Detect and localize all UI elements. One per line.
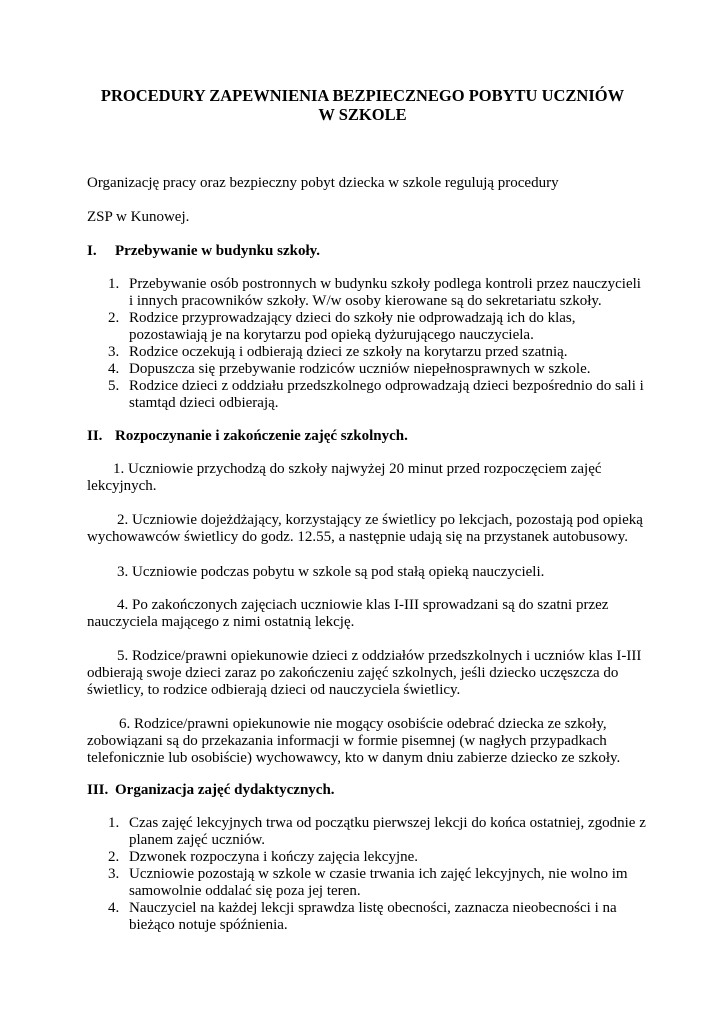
section-1-number: I.: [87, 243, 97, 259]
list-item-number: 2.: [108, 310, 120, 326]
section-2-paragraph: 6. Rodzice/prawni opiekunowie nie mogący osobiście odebrać dziecka ze szkoły, zobowiązani są do przekazania informacji w formie pisemnej (w nagłych przypadkach telefonicznie lub osobiście) wychowawcy, kto w danym dniu zabierze dziecko ze szkoły.: [87, 716, 621, 766]
title-line-1: PROCEDURY ZAPEWNIENIA BEZPIECZNEGO POBYTU UCZNIÓW: [100, 86, 625, 105]
section-2-paragraph: 5. Rodzice/prawni opiekunowie dzieci z oddziałów przedszkolnych i uczniów klas I-III odbierają swoje dzieci zaraz po zakończeniu zajęć szkolnych, jeśli dziecko uczęszcza do świetlicy, to rodzice odbierają dzieci od nauczyciela świetlicy.: [87, 648, 642, 698]
list-item-text: Rodzice oczekują i odbierają dzieci ze szkoły na korytarzu przed szatnią.: [129, 344, 568, 360]
title-line-2: W SZKOLE: [318, 105, 407, 124]
list-item-number: 1.: [108, 276, 120, 292]
section-2-paragraph: 3. Uczniowie podczas pobytu w szkole są pod stałą opieką nauczycieli.: [117, 564, 545, 580]
list-item-number: 5.: [108, 378, 120, 394]
section-1-list: [87, 276, 647, 412]
document-title: [60, 86, 665, 124]
section-2-paragraph: 2. Uczniowie dojeżdżający, korzystający ze świetlicy po lekcjach, pozostają pod opieką wychowawców świetlicy do godz. 12.55, a następnie udają się na przystanek autobusowy.: [87, 512, 643, 545]
list-item: [87, 344, 647, 361]
section-3-number: III.: [87, 782, 109, 798]
list-item: [87, 361, 647, 378]
list-item-number: 2.: [108, 849, 120, 865]
list-item: [87, 815, 647, 849]
section-3-heading: [87, 782, 667, 799]
section-2-paragraph: 1. Uczniowie przychodzą do szkoły najwyżej 20 minut przed rozpoczęciem zajęć lekcyjnych.: [87, 461, 602, 494]
list-item-text: Rodzice dzieci z oddziału przedszkolnego odprowadzają dzieci bezpośrednio do sali i stamtąd dzieci odbierają.: [129, 378, 644, 411]
intro-line-2: ZSP w Kunowej.: [87, 209, 190, 225]
list-item-number: 4.: [108, 900, 120, 916]
list-item-text: Uczniowie pozostają w szkole w czasie trwania ich zajęć lekcyjnych, nie wolno im samowolnie oddalać się poza jej teren.: [129, 866, 628, 899]
list-item: [87, 866, 647, 900]
list-item: [87, 849, 647, 866]
list-item: [87, 900, 647, 934]
section-3-list: [87, 815, 647, 934]
list-item-number: 3.: [108, 866, 120, 882]
section-3-title: Organizacja zajęć dydaktycznych.: [115, 782, 335, 798]
list-item-number: 1.: [108, 815, 120, 831]
section-2-number: II.: [87, 428, 103, 444]
section-2-heading: [87, 428, 667, 445]
section-1-heading: [87, 243, 667, 260]
section-2-paragraph: 4. Po zakończonych zajęciach uczniowie klas I-III sprowadzani są do szatni przez nauczyciela mającego z nimi ostatnią lekcję.: [87, 597, 609, 630]
list-item-text: Przebywanie osób postronnych w budynku szkoły podlega kontroli przez nauczycieli i innych pracowników szkoły. W/w osoby kierowane są do sekretariatu szkoły.: [129, 276, 641, 309]
list-item-text: Czas zajęć lekcyjnych trwa od początku pierwszej lekcji do końca ostatniej, zgodnie z planem zajęć uczniów.: [129, 815, 646, 848]
list-item-number: 3.: [108, 344, 120, 360]
list-item: [87, 378, 647, 412]
list-item-text: Dzwonek rozpoczyna i kończy zajęcia lekcyjne.: [129, 849, 419, 865]
section-2-title: Rozpoczynanie i zakończenie zajęć szkolnych.: [115, 428, 408, 444]
list-item-number: 4.: [108, 361, 120, 377]
list-item-text: Rodzice przyprowadzający dzieci do szkoły nie odprowadzają ich do klas, pozostawiają je na korytarzu pod opieką dyżurującego nauczyciela.: [129, 310, 576, 343]
list-item: [87, 310, 647, 344]
list-item: [87, 276, 647, 310]
list-item-text: Dopuszcza się przebywanie rodziców uczniów niepełnosprawnych w szkole.: [129, 361, 591, 377]
intro-line-1: Organizację pracy oraz bezpieczny pobyt dziecka w szkole regulują procedury: [87, 175, 559, 191]
list-item-text: Nauczyciel na każdej lekcji sprawdza listę obecności, zaznacza nieobecności i na bieżąco notuje spóźnienia.: [129, 900, 617, 933]
section-1-title: Przebywanie w budynku szkoły.: [115, 243, 321, 259]
